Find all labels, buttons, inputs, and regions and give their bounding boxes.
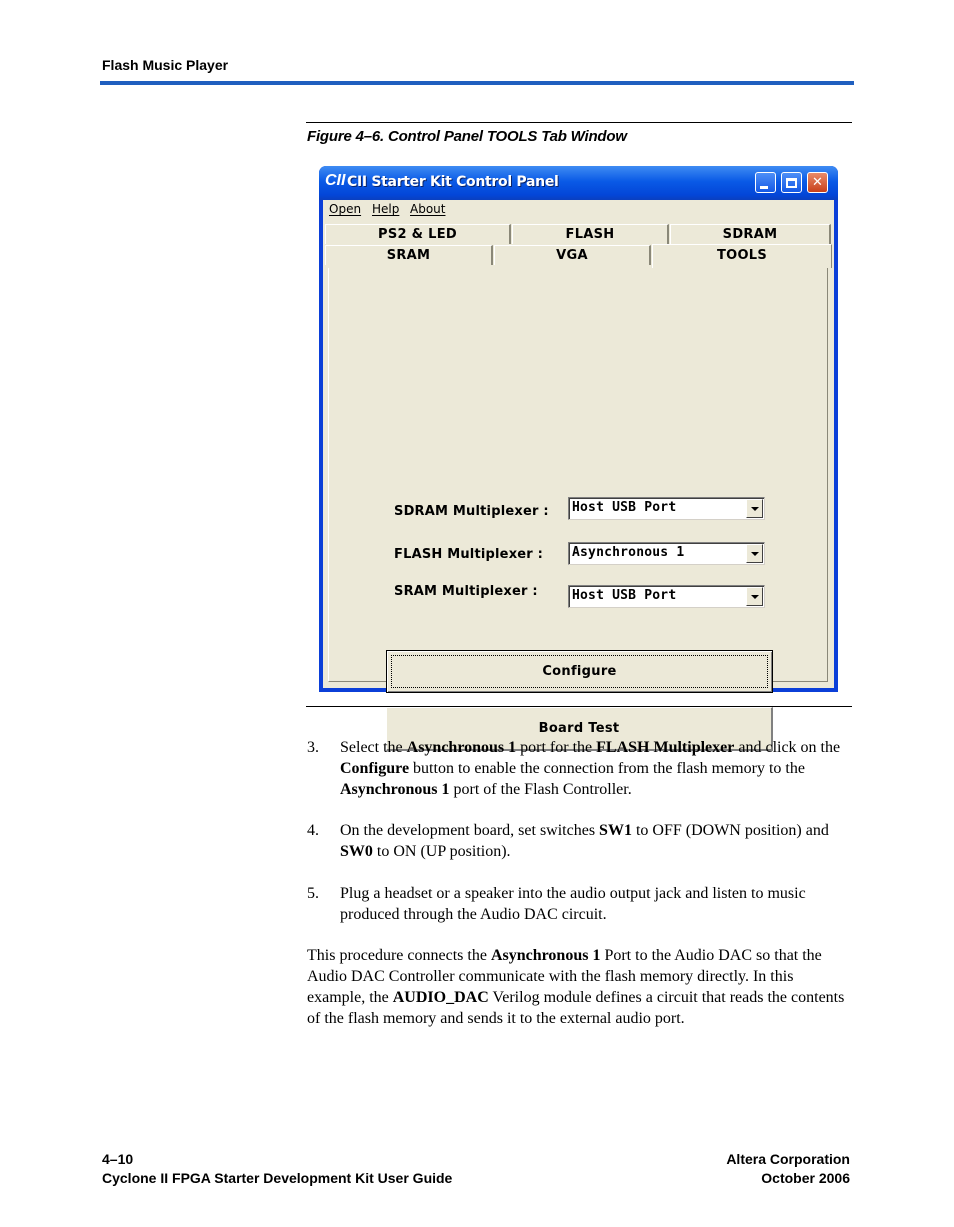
- app-icon: CII: [325, 172, 346, 189]
- minimize-button[interactable]: [755, 172, 776, 193]
- tab-flash[interactable]: FLASH: [512, 224, 669, 244]
- sram-multiplexer-value: Host USB Port: [572, 588, 677, 603]
- sram-multiplexer-select[interactable]: [568, 585, 765, 608]
- control-panel-window: [319, 166, 838, 736]
- maximize-icon: [786, 178, 797, 188]
- footer-company: Altera Corporation: [726, 1151, 850, 1167]
- tools-tab-panel: [328, 268, 828, 736]
- sdram-multiplexer-label: SDRAM Multiplexer :: [394, 504, 549, 519]
- menu-help[interactable]: Help: [372, 202, 400, 216]
- step-number: 3.: [307, 739, 319, 756]
- sram-multiplexer-label: SRAM Multiplexer :: [394, 584, 538, 599]
- chevron-down-icon[interactable]: [746, 499, 763, 518]
- focus-rectangle: [391, 655, 768, 688]
- menu-bar: [323, 200, 834, 220]
- footer-date: October 2006: [761, 1170, 850, 1186]
- sdram-multiplexer-select[interactable]: [568, 497, 765, 520]
- tab-vga[interactable]: VGA: [494, 245, 651, 265]
- chevron-down-icon[interactable]: [746, 587, 763, 606]
- close-button[interactable]: [807, 172, 828, 193]
- tab-ps2-led[interactable]: PS2 & LED: [325, 224, 511, 244]
- header-rule: [100, 81, 854, 85]
- figure-rule-bottom: [306, 706, 852, 707]
- step-number: 4.: [307, 822, 319, 839]
- tab-tools[interactable]: TOOLS: [652, 244, 832, 268]
- figure-rule-top: [306, 122, 852, 123]
- maximize-button[interactable]: [781, 172, 802, 193]
- flash-multiplexer-label: FLASH Multiplexer :: [394, 547, 544, 562]
- figure-caption: Figure 4–6. Control Panel TOOLS Tab Window: [307, 128, 627, 145]
- flash-multiplexer-value: Asynchronous 1: [572, 545, 685, 560]
- tab-sram[interactable]: SRAM: [325, 245, 493, 265]
- running-header: Flash Music Player: [102, 57, 229, 73]
- footer-page-number: 4–10: [102, 1151, 134, 1167]
- menu-about[interactable]: About: [410, 202, 446, 216]
- minimize-icon: [760, 186, 768, 189]
- tab-sdram[interactable]: SDRAM: [670, 224, 831, 244]
- chevron-down-icon[interactable]: [746, 544, 763, 563]
- step-text: On the development board, set switches SW1 to OFF (DOWN position) and SW0 to ON (UP position).: [340, 822, 829, 860]
- window-client-area: [323, 200, 834, 736]
- close-icon: ✕: [812, 175, 823, 190]
- step-number: 5.: [307, 885, 319, 902]
- sdram-multiplexer-value: Host USB Port: [572, 500, 677, 515]
- window-titlebar[interactable]: [319, 166, 838, 200]
- window-title: CII Starter Kit Control Panel: [347, 174, 559, 190]
- configure-button-label: Configure: [542, 664, 617, 679]
- menu-open[interactable]: Open: [329, 202, 362, 216]
- flash-multiplexer-select[interactable]: [568, 542, 765, 565]
- footer-guide-title: Cyclone II FPGA Starter Development Kit User Guide: [102, 1170, 453, 1186]
- step-text: Plug a headset or a speaker into the audio output jack and listen to music produced through the Audio DAC circuit.: [340, 885, 806, 923]
- step-text: Select the Asynchronous 1 port for the FLASH Multiplexer and click on the Configure button to enable the connection from the flash memory to the Asynchronous 1 port of the Flash Controller.: [340, 739, 841, 798]
- board-test-button-label: Board Test: [538, 721, 620, 736]
- body-paragraph: This procedure connects the Asynchronous 1 Port to the Audio DAC so that the Audio DAC Controller communicate with the flash memory directly. In this example, the AUDIO_DAC Verilog module defines a circuit that reads the contents of the flash memory and sends it to the external audio port.: [307, 947, 845, 1027]
- configure-button[interactable]: [386, 650, 773, 693]
